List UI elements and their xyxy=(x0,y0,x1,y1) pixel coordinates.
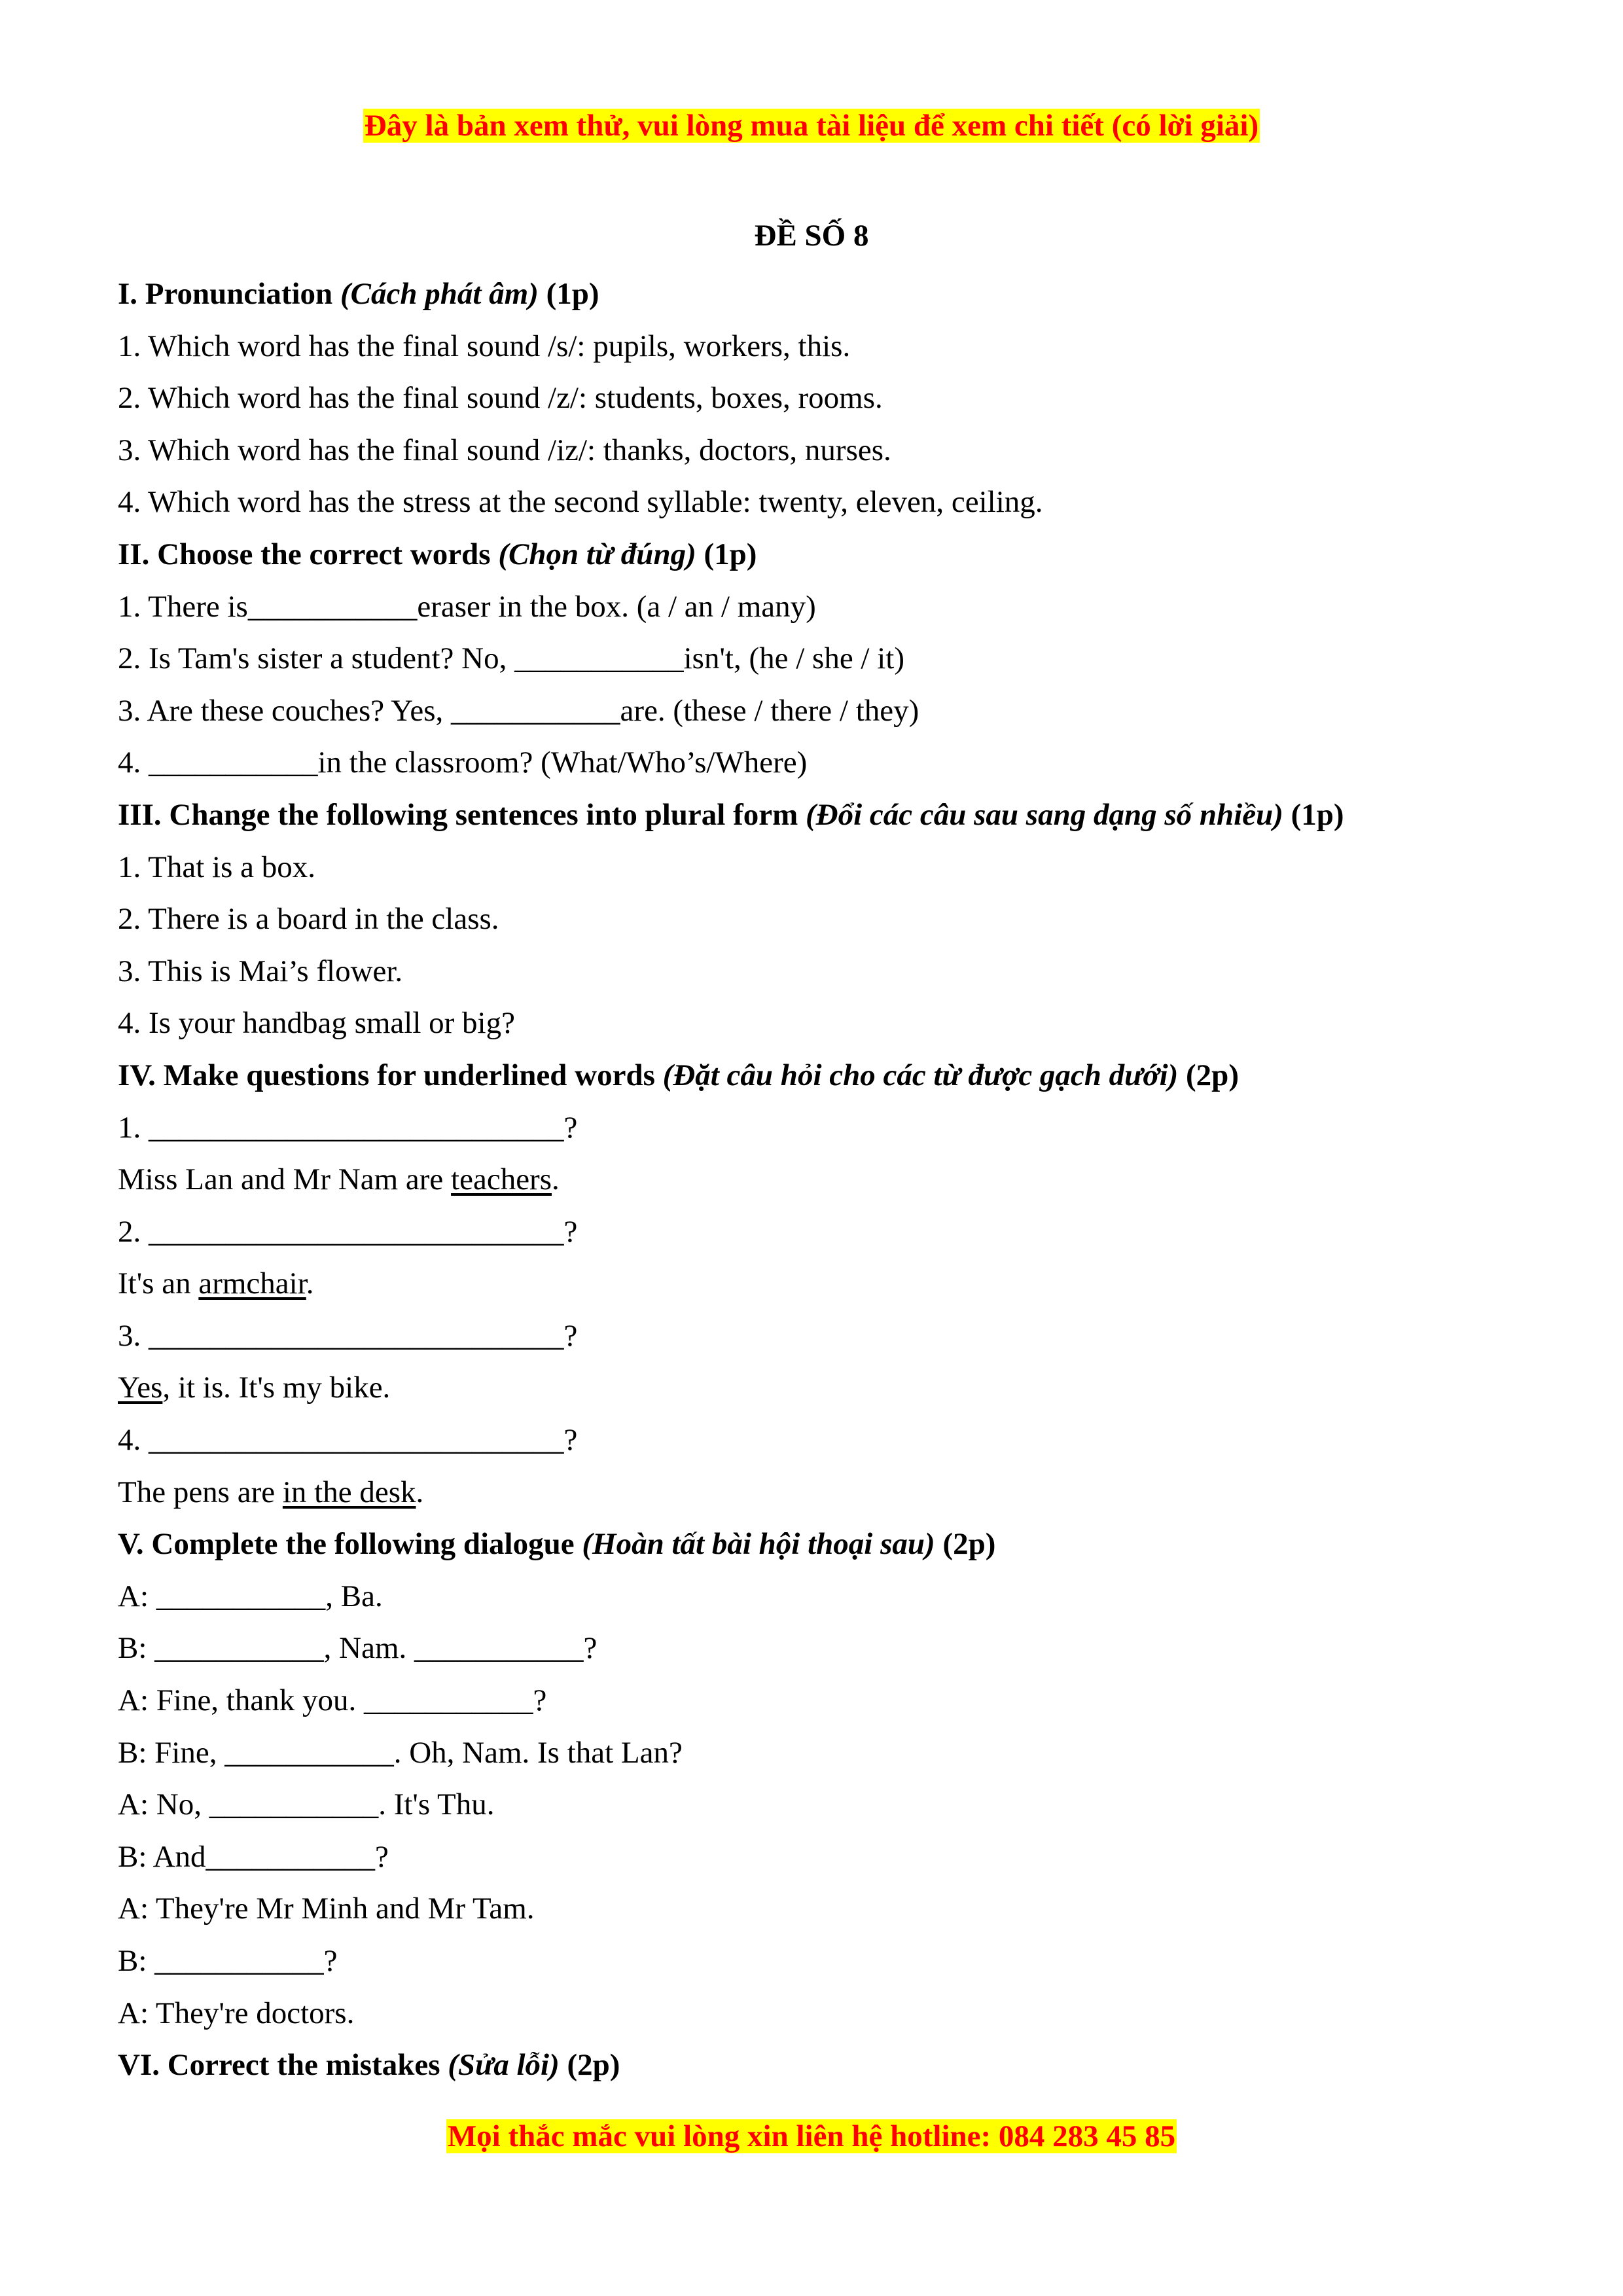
dialogue-line-1: A: ___________, Ba. xyxy=(118,1579,383,1613)
dialogue-line-5: A: No, ___________. It's Thu. xyxy=(118,1787,495,1822)
section-4-answer-1: Miss Lan and Mr Nam are teachers. xyxy=(118,1162,560,1197)
exam-content xyxy=(118,268,1531,2092)
hotline-text: Mọi thắc mắc vui lòng xin liên hệ hotline: 084 283 45 85 xyxy=(447,2119,1176,2153)
hotline-banner xyxy=(0,2117,1623,2156)
section-1-question-3: 3. Which word has the final sound /iz/: thanks, doctors, nurses. xyxy=(118,433,891,467)
preview-notice-text: Đây là bản xem thử, vui lòng mua tài liệu để xem chi tiết (có lời giải) xyxy=(364,109,1259,143)
section-4-answer-4: The pens are in the desk. xyxy=(118,1475,424,1509)
section-4-blank-2: 2. ___________________________? xyxy=(118,1214,578,1249)
dialogue-line-7: A: They're Mr Minh and Mr Tam. xyxy=(118,1892,535,1926)
section-6-heading: VI. Correct the mistakes (Sửa lỗi) (2p) xyxy=(118,2048,620,2083)
section-3-heading: III. Change the following sentences into plural form (Đổi các câu sau sang dạng số nhiều) (1p) xyxy=(118,797,1344,832)
section-1-heading: I. Pronunciation (Cách phát âm) (1p) xyxy=(118,277,599,311)
section-3-question-4: 4. Is your handbag small or big? xyxy=(118,1006,515,1041)
preview-notice-banner xyxy=(0,106,1623,145)
section-4-heading: IV. Make questions for underlined words (Đặt câu hỏi cho các từ được gạch dưới) (2p) xyxy=(118,1058,1239,1092)
section-2-heading: II. Choose the correct words (Chọn từ đúng) (1p) xyxy=(118,537,757,571)
section-3-question-1: 1. That is a box. xyxy=(118,850,315,884)
exam-title: ĐỀ SỐ 8 xyxy=(754,219,869,253)
dialogue-line-2: B: ___________, Nam. ___________? xyxy=(118,1631,597,1666)
section-4-blank-1: 1. ___________________________? xyxy=(118,1110,578,1145)
dialogue-line-9: A: They're doctors. xyxy=(118,1996,355,2030)
dialogue-line-3: A: Fine, thank you. ___________? xyxy=(118,1683,547,1718)
section-1-question-2: 2. Which word has the final sound /z/: students, boxes, rooms. xyxy=(118,381,883,416)
section-2-question-2: 2. Is Tam's sister a student? No, ___________isn't, (he / she / it) xyxy=(118,641,905,676)
section-3-question-3: 3. This is Mai’s flower. xyxy=(118,954,403,988)
dialogue-line-6: B: And___________? xyxy=(118,1839,389,1874)
section-2-question-3: 3. Are these couches? Yes, ___________are. (these / there / they) xyxy=(118,693,919,728)
section-1-question-1: 1. Which word has the final sound /s/: pupils, workers, this. xyxy=(118,329,851,363)
section-2-question-1: 1. There is___________eraser in the box. (a / an / many) xyxy=(118,589,816,624)
section-1-question-4: 4. Which word has the stress at the second syllable: twenty, eleven, ceiling. xyxy=(118,485,1043,520)
section-4-blank-4: 4. ___________________________? xyxy=(118,1423,578,1458)
section-3-question-2: 2. There is a board in the class. xyxy=(118,902,499,937)
section-4-answer-2: It's an armchair. xyxy=(118,1266,314,1301)
section-4-blank-3: 3. ___________________________? xyxy=(118,1318,578,1353)
dialogue-line-4: B: Fine, ___________. Oh, Nam. Is that Lan? xyxy=(118,1735,683,1770)
section-4-answer-3: Yes, it is. It's my bike. xyxy=(118,1371,391,1405)
section-5-heading: V. Complete the following dialogue (Hoàn tất bài hội thoại sau) (2p) xyxy=(118,1527,996,1562)
dialogue-line-8: B: ___________? xyxy=(118,1944,338,1978)
section-2-question-4: 4. ___________in the classroom? (What/Who’s/Where) xyxy=(118,745,808,780)
